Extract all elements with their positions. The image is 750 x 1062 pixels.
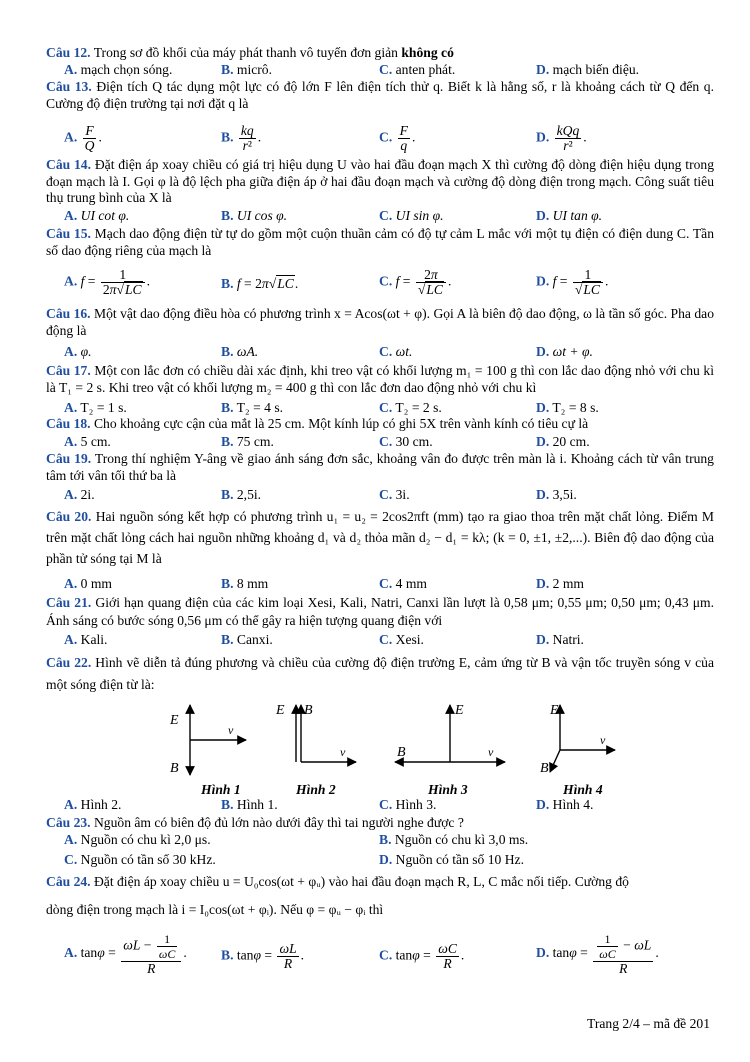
option-a[interactable]: A. tanφ = ωL − $\frac{1}{\omega C}$ R . — [64, 932, 187, 976]
option-b[interactable]: B. $\frac{kq}{\text{r²}}$ . — [221, 123, 262, 153]
option-a[interactable]: A. 0 mm — [64, 576, 112, 591]
page-footer: Trang 2/4 – mã đề 201 — [587, 1016, 710, 1031]
question-15 — [46, 226, 714, 259]
question-21 — [46, 594, 714, 630]
svg-text:B: B — [540, 761, 549, 776]
option-a[interactable]: A. Nguồn có chu kì 2,0 μs. — [64, 832, 211, 847]
option-c[interactable]: C. anten phát. — [379, 62, 456, 77]
option-c[interactable]: C. UI sin φ. — [379, 208, 444, 223]
figure-3-label: Hình 3 — [428, 782, 468, 797]
question-18 — [46, 416, 714, 433]
option-c[interactable]: C. Hình 3. — [379, 797, 437, 812]
option-a[interactable]: A. f = $\frac{1}{2\pi√LC}$ . — [64, 267, 150, 297]
option-a[interactable]: A. UI cot φ. — [64, 208, 130, 223]
question-17 — [46, 363, 714, 396]
question-20 — [46, 506, 714, 569]
svg-text:v: v — [228, 723, 234, 737]
option-a[interactable]: A. mạch chọn sóng. — [64, 62, 173, 77]
option-a[interactable]: A. 5 cm. — [64, 434, 111, 449]
options-20 — [46, 576, 714, 594]
question-number: Câu 13. — [46, 79, 92, 94]
question-text: Nguồn âm có biên độ đủ lớn nào dưới đây thì tai người nghe được ? — [93, 815, 464, 830]
option-c[interactable]: C. $\frac{F}{q}$ . — [379, 123, 416, 153]
options-18 — [46, 434, 714, 452]
option-c[interactable]: C. 30 cm. — [379, 434, 433, 449]
question-number: Câu 17. — [46, 363, 91, 378]
svg-text:v: v — [600, 733, 606, 747]
figure-1-label: Hình 1 — [201, 782, 241, 797]
options-24 — [46, 930, 714, 980]
option-b[interactable]: B. Nguồn có chu kì 3,0 ms. — [379, 832, 529, 847]
question-24-cont — [46, 902, 714, 919]
option-b[interactable]: B. UI cos φ. — [221, 208, 288, 223]
svg-text:B: B — [170, 761, 179, 776]
option-d[interactable]: D. tanφ = $\frac{1}{\omega C}$ − ωL R . — [536, 932, 659, 976]
option-b[interactable]: B. ωA. — [221, 344, 259, 359]
option-a[interactable]: A. 2i. — [64, 487, 95, 502]
svg-text:E: E — [455, 703, 464, 718]
option-a[interactable]: A. T₂ = 1 s. — [64, 400, 127, 415]
question-number: Câu 15. — [46, 226, 91, 241]
question-text: Cho khoảng cực cận của mắt là 25 cm. Một kính lúp có ghi 5X trên vành kính có tiêu cự là — [93, 416, 589, 431]
option-b[interactable]: B. Canxi. — [221, 632, 273, 647]
question-number: Câu 14. — [46, 157, 91, 172]
options-21 — [46, 632, 714, 650]
question-number: Câu 23. — [46, 815, 91, 830]
options-16 — [46, 344, 714, 362]
option-b[interactable]: B. Hình 1. — [221, 797, 278, 812]
option-c[interactable]: C. T₂ = 2 s. — [379, 400, 442, 415]
em-wave-figures — [0, 690, 750, 800]
option-d[interactable]: D. f = $\frac{1}{√LC}$ . — [536, 267, 609, 297]
question-text: Hình vẽ diễn tả đúng phương và chiều của cường độ điện trường E, cảm ứng từ B và vận tốc truyền sóng v của một sóng điện từ là: — [46, 655, 714, 692]
option-c[interactable]: C. 4 mm — [379, 576, 427, 591]
options-12 — [46, 62, 714, 80]
svg-text:E: E — [170, 713, 179, 728]
figure-3-diagram — [395, 703, 505, 762]
svg-text:E: E — [276, 703, 285, 718]
option-d[interactable]: D. Nguồn có tần số 10 Hz. — [379, 852, 524, 867]
option-b[interactable]: B. 2,5i. — [221, 487, 262, 502]
options-14 — [46, 208, 714, 226]
options-13 — [46, 118, 714, 152]
option-c[interactable]: C. f = $\frac{2\pi}{√LC}$ . — [379, 267, 452, 297]
question-text: Đặt điện áp xoay chiều có giá trị hiệu dụng U vào hai đầu đoạn mạch X thì cường độ dòng điện hiệu dụng trong đoạn mạch là I. Gọi φ là độ lệch pha giữa điện áp ở hai đầu đoạn mạch và cường độ dòng điện trong mạch. Công suất tiêu thụ trung bình của X là — [46, 157, 714, 205]
option-c[interactable]: C. Nguồn có tần số 30 kHz. — [64, 852, 216, 867]
option-b[interactable]: B. f = 2π√LC. — [221, 276, 299, 291]
question-number: Câu 24. — [46, 874, 91, 889]
option-b[interactable]: B. 75 cm. — [221, 434, 274, 449]
options-23-row2 — [46, 852, 714, 870]
option-d[interactable]: D. 3,5i. — [536, 487, 577, 502]
figure-4-diagram — [540, 703, 615, 776]
option-a[interactable]: A. φ. — [64, 344, 92, 359]
question-text: Điện tích Q tác dụng một lực có độ lớn F lên điện tích thử q. Biết k là hằng số, r là khoảng cách từ Q đến q. Cường độ điện trường tại nơi đặt q là — [46, 79, 714, 111]
question-14 — [46, 157, 714, 207]
question-text: Trong sơ đồ khối của máy phát thanh vô tuyến đơn giản — [93, 45, 398, 60]
question-19 — [46, 451, 714, 484]
option-d[interactable]: D. 2 mm — [536, 576, 584, 591]
question-number: Câu 20. — [46, 509, 92, 524]
options-19 — [46, 487, 714, 505]
option-c[interactable]: C. Xesi. — [379, 632, 424, 647]
question-text: Mạch dao động điện từ tự do gồm một cuộn thuần cảm có độ tự cảm L mắc với một tụ điện có điện dung C. Tần số dao động riêng của mạch là — [46, 226, 714, 258]
figure-2-diagram — [275, 703, 356, 762]
option-d[interactable]: D. Natri. — [536, 632, 584, 647]
option-d[interactable]: D. mạch biến điệu. — [536, 62, 640, 77]
question-24 — [46, 874, 714, 891]
option-d[interactable]: D. UI tan φ. — [536, 208, 603, 223]
figure-2-label: Hình 2 — [296, 782, 336, 797]
question-text: Hai nguồn sóng kết hợp có phương trình u₁ = u₂ = 2cos2πft (mm) tạo ra giao thoa trên mặt chất lỏng. Điểm M trên mặt chất lỏng cách hai nguồn những khoảng d₁ và d₂ thỏa mãn d₂ − d₁ = kλ; (k = 0, ±1, ±2,...). Biên độ dao động của phần tử sóng tại M là — [46, 509, 714, 566]
svg-text:B: B — [304, 703, 313, 718]
question-text-cont: dòng điện trong mạch là i = I₀cos(ωt + φᵢ). Nếu φ = φᵤ − φᵢ thì — [46, 902, 384, 917]
question-number: Câu 16. — [46, 306, 91, 321]
option-d[interactable]: D. 20 cm. — [536, 434, 590, 449]
option-b[interactable]: B. tanφ = $\frac{\omega L}{R}$ . — [221, 941, 305, 971]
option-a[interactable]: A. Hình 2. — [64, 797, 122, 812]
svg-text:v: v — [488, 745, 494, 759]
svg-text:E: E — [550, 703, 559, 718]
question-text: Một vật dao động điều hòa có phương trình x = Acos(ωt + φ). Gọi A là biên độ dao động, ω là tần số góc. Pha dao động là — [46, 306, 714, 338]
svg-text:B: B — [397, 745, 406, 760]
question-text: Đặt điện áp xoay chiều u = U₀cos(ωt + φᵤ) vào hai đầu đoạn mạch R, L, C mắc nối tiếp. Cường độ — [93, 874, 629, 889]
question-number: Câu 21. — [46, 595, 92, 610]
option-b[interactable]: B. 8 mm — [221, 576, 269, 591]
option-d[interactable]: D. ωt + φ. — [536, 344, 593, 359]
option-d[interactable]: D. T₂ = 8 s. — [536, 400, 599, 415]
question-13 — [46, 79, 714, 112]
option-a[interactable]: A. Kali. — [64, 632, 108, 647]
option-d[interactable]: D. Hình 4. — [536, 797, 594, 812]
figure-4-label: Hình 4 — [563, 782, 603, 797]
option-c[interactable]: C. 3i. — [379, 487, 410, 502]
options-15 — [46, 264, 714, 302]
option-d[interactable]: D. $\frac{\text{kQq}}{\text{r²}}$ . — [536, 123, 587, 153]
question-text: Một con lắc đơn có chiều dài xác định, khi treo vật có khối lượng m₁ = 100 g thì con lắc dao động nhỏ với chu kì là T₁ = 2 s. Khi treo vật có khối lượng m₂ = 400 g thì con lắc đơn dao động nhỏ với chu kì — [46, 363, 714, 395]
question-number: Câu 18. — [46, 416, 91, 431]
question-number: Câu 19. — [46, 451, 92, 466]
question-number: Câu 22. — [46, 655, 92, 670]
svg-text:v: v — [340, 745, 346, 759]
options-22 — [46, 797, 714, 815]
option-c[interactable]: C. tanφ = $\frac{\omega C}{R}$ . — [379, 941, 465, 971]
option-a[interactable]: A. $\frac{F}{Q}$ . — [64, 123, 102, 153]
question-number: Câu 12. — [46, 45, 91, 60]
question-12 — [46, 45, 714, 62]
question-text: Trong thí nghiệm Y-âng về giao ánh sáng đơn sắc, khoảng vân đo được trên màn là i. Khoảng cách từ vân trung tâm tới vân tối thứ ba là — [46, 451, 714, 483]
question-16 — [46, 306, 714, 339]
options-23-row1 — [46, 832, 714, 850]
question-23 — [46, 815, 714, 832]
question-text: Giới hạn quang điện của các kim loại Xesi, Kali, Natri, Canxi lần lượt là 0,58 μm; 0,55 μm; 0,50 μm; 0,43 μm. Ánh sáng có bước sóng 0,56 μm có thể gây ra hiện tượng quang điện với — [46, 595, 714, 628]
option-b[interactable]: B. T₂ = 4 s. — [221, 400, 284, 415]
option-c[interactable]: C. ωt. — [379, 344, 413, 359]
question-emphasis: không có — [401, 45, 454, 60]
option-b[interactable]: B. micrô. — [221, 62, 272, 77]
figure-1-diagram — [169, 705, 246, 776]
